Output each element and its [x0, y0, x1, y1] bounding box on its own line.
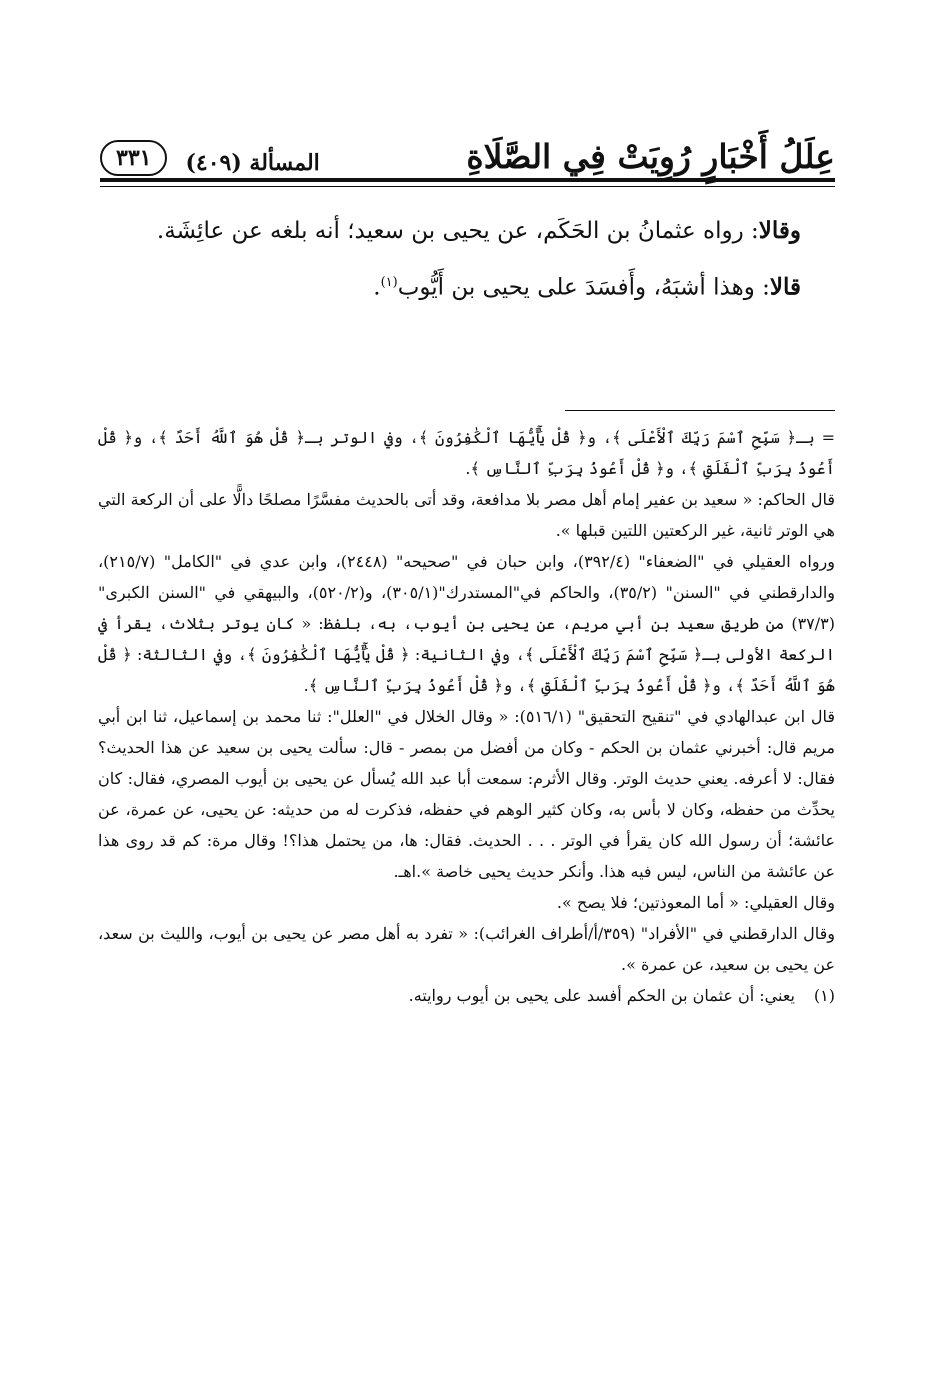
paragraph-2-lead: قالا	[769, 273, 801, 301]
footnote-ref-1: (١)	[380, 275, 398, 290]
paragraph-1-text: : رواه عثمانُ بن الحَكَم، عن يحيى بن سعيد؛ أنه بلغه عن عائِشَة.	[156, 218, 759, 244]
footnote-continued-3: ورواه العقيلي في "الضعفاء" (٣٩٢/٤)، وابن حبان في "صحيحه" (٢٤٤٨)، وابن عدي في "الكامل" (٢١٥/٧)، والدارقطني في "السنن" (٣٥/٢)، والحاكم في"المستدرك"(٣٠٥/١)، و(٥٢٠/٢)، والبيهقي في "السنن الكبرى"(٣٧/٣) من طريق سعيد بن أبي مريم، عن يحيى بن أيوب، به، بلفظ: « كان يوتر بثلاث، يقرأ في الركعة الأولى بـ﴿ سَبِّحِ ٱسْمَ رَبِّكَ ٱلْأَعْلَى ﴾، وفي الثانية: ﴿ قُلْ يَٰٓأَيُّهَا ٱلْكَٰفِرُونَ ﴾، وفي الثالثة: ﴿ قُلْ هُوَ ٱللَّهُ أَحَدٌ ﴾، و﴿ قُلْ أَعُوذُ بِرَبِّ ٱلْفَلَقِ ﴾، و﴿ قُلْ أَعُوذُ بِرَبِّ ٱلنَّاسِ ﴾.	[98, 552, 836, 695]
paragraph-1	[100, 205, 835, 257]
paragraph-2-end: .	[373, 274, 381, 301]
paragraph-2	[100, 257, 835, 314]
issue-label: المسألة (٤٠٩)	[185, 150, 320, 176]
footnote-continued-4: قال ابن عبدالهادي في "تنقيح التحقيق" (٥١٦/١): « وقال الخلال في "العلل": ثنا محمد بن إسماعيل، ثنا ابن أبي مريم قال: أخبرني عثمان بن الحكم - وكان من أفضل من بمصر - قال: سألت يحيى بن سعيد عن هذا الحديث؟ فقال: لا أعرفه. يعني حديث الوتر. وقال الأثرم: سمعت أبا عبد الله يُسأل عن يحيى بن أيوب المصري، فقال: كان يحدِّث من حفظه، وكان لا بأس به، وكان كثير الوهم في حفظه، فذكرت له من حديثه: عن يحيى، عن عمرة، عن عائشة؛ أن رسول الله كان يقرأ في الوتر . . . الحديث. فقال: ها، من يحتمل هذا؟! وقال مرة: كم قد روى هذا عن عائشة من الناس، ليس فيه هذا. وأنكر حديث يحيى خاصة ».اهـ.	[98, 707, 836, 881]
footnotes	[98, 422, 835, 1011]
header-meta	[100, 140, 320, 176]
book-title: عِلَلُ أَخْبَارٍ رُوِيَتْ فِي الصَّلَاةِ	[466, 137, 835, 176]
footnote-1-text: يعني: أن عثمان بن الحكم أفسد على يحيى بن أيوب روايته.	[408, 986, 795, 1005]
footnote-continued-2: قال الحاكم: « سعيد بن عفير إمام أهل مصر بلا مدافعة، وقد أتى بالحديث مفسَّرًا مصلحًا دالًّا على أن الركعة التي هي الوتر ثانية، غير الركعتين اللتين قبلها ».	[98, 490, 835, 540]
main-text	[100, 205, 835, 314]
paragraph-2-text: : وهذا أشبَهُ، وأَفسَدَ على يحيى بن أَيُّوب	[397, 274, 770, 301]
page-number: ٣٣١	[100, 140, 167, 176]
footnote-1	[98, 980, 835, 1011]
footnote-1-mark: (١)	[813, 986, 835, 1005]
running-header	[100, 118, 835, 176]
footnote-continued-5: وقال العقيلي: « أما المعوذتين؛ فلا يصح ».	[556, 893, 835, 912]
header-rule-thick	[100, 178, 835, 182]
paragraph-1-lead: وقالا	[758, 217, 801, 244]
footnote-separator	[565, 410, 835, 411]
header-rule-thin	[100, 186, 835, 187]
footnote-continued-1: = بـ﴿ سَبِّحِ ٱسْمَ رَبِّكَ ٱلْأَعْلَى ﴾، و﴿ قُلْ يَٰٓأَيُّهَا ٱلْكَٰفِرُونَ ﴾، وفي الوتر بـ﴿ قُلْ هُوَ ٱللَّهُ أَحَدٌ ﴾، و﴿ قُلْ أَعُوذُ بِرَبِّ ٱلْفَلَقِ ﴾، و﴿ قُلْ أَعُوذُ بِرَبِّ ٱلنَّاسِ ﴾.	[98, 428, 835, 478]
footnote-continued-6: وقال الدارقطني في "الأفراد" (٣٥٩/أ/أطراف الغرائب): « تفرد به أهل مصر عن يحيى بن أيوب، والليث بن سعد، عن يحيى بن سعيد، عن عمرة ».	[98, 924, 836, 974]
